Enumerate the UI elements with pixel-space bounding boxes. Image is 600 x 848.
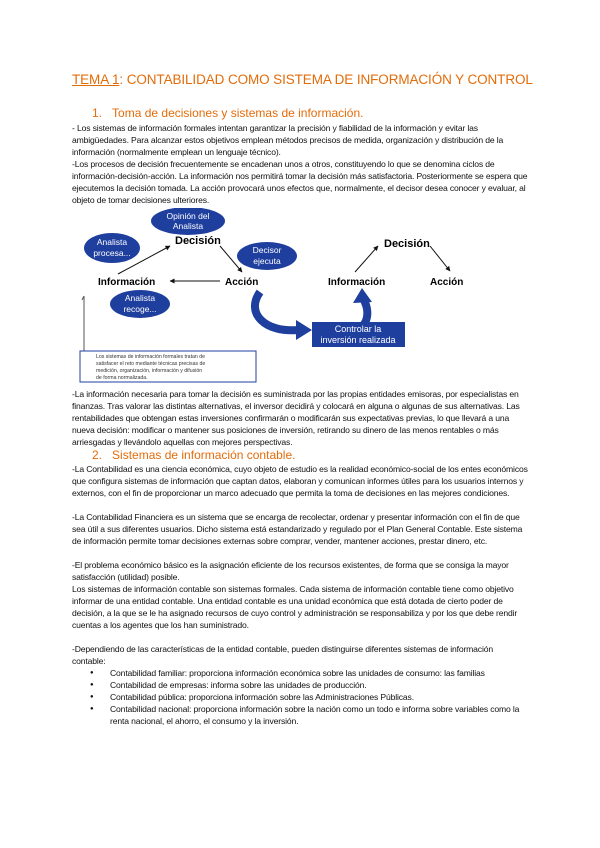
bubble-opinion-text-1: Opinión del: [166, 211, 210, 221]
section-number: 2.: [92, 448, 103, 462]
control-box-text-2: inversión realizada: [320, 335, 396, 345]
section-2-heading: [92, 448, 295, 462]
note-text-1: Los sistemas de información formales tratan de: [96, 354, 205, 360]
bubble-decisor-text-2: ejecuta: [253, 256, 281, 266]
note-text-3: medición, organización, información y difusión: [96, 368, 203, 374]
list-item: ● Contabilidad nacional: proporciona información sobre la nación como un todo e informa sobre variables como la renta nacional, el ahorro, el consumo y la inversión.: [90, 703, 530, 727]
paragraph: -El problema económico básico es la asignación eficiente de los recursos existentes, de forma que se consiga la mayor satisfacción (utilidad) posible.: [72, 560, 509, 583]
section-1-heading: [92, 106, 363, 120]
title-rest: : CONTABILIDAD COMO SISTEMA DE INFORMACIÓN Y CONTROL: [119, 72, 533, 87]
list-item: ● Contabilidad familiar: proporciona información económica sobre las unidades de consumo: las familias: [90, 667, 530, 679]
paragraph: - Los sistemas de información formales intentan garantizar la precisión y fiabilidad de la información y evitar las ambigüedades. Para alcanzar estos objetivos emplean métodos precisos de medida, organización y distribución de la información (normalmente emplean un lenguaje técnico).: [72, 123, 504, 158]
paragraph: -La Contabilidad es una ciencia económica, cuyo objeto de estudio es la realidad económico-social de los entes económicos que configura sistemas de información que captan datos, elaboran y comunican informes útiles para los usuarios internos y externos, con el fin de proporcionar un marco adecuado que permita la toma de decisiones en las mejores condiciones.: [72, 464, 528, 499]
bubble-recoge-text-1: Analista: [124, 293, 156, 303]
paragraph: -La información necesaria para tomar la decisión es suministrada por las propias entidades emisoras, por especialistas en finanzas. Tras valorar las distintas alternativas, el inversor decidirá y colocará en alguna o algunas de sus alternativas. Las rentabilidades que obtengan estas inversiones confirmarán o modificarán sus expectativas previas, lo que llevará a una nueva decisión: modificar o mantener sus posiciones de inversión, retirando su dinero de las menos rentables o más arriesgadas y llevándolo aquellas con mejores perspectivas.: [72, 389, 520, 448]
note-text-4: de forma normalizada.: [96, 375, 148, 381]
action-label-left: Acción: [225, 277, 259, 288]
paragraph: -Dependiendo de las características de la entidad contable, pueden distinguirse diferentes sistemas de información contable:: [72, 644, 493, 667]
paragraph: -La Contabilidad Financiera es un sistema que se encarga de recolectar, ordenar y presentar información con el fin de que sea útil a sus diferentes usuarios. Dicho sistema está estandarizado y regulado por el Plan General Contable. Este sistema de información permite tomar decisiones externas sobre comprar, vender, mantener acciones, prestar dinero, etc.: [72, 512, 523, 547]
title-prefix: TEMA 1: [72, 72, 120, 87]
accounting-systems-list: [90, 667, 530, 727]
section-heading-text: Sistemas de información contable.: [112, 448, 296, 462]
arrow-right-decision-to-action: [430, 246, 450, 271]
action-label-right: Acción: [430, 277, 464, 288]
bubble-decisor-text-1: Decisor: [252, 245, 282, 255]
bubble-recoge-text-2: recoge...: [123, 304, 157, 314]
curved-arrow-action-to-control: [255, 292, 298, 330]
paragraph: -Los procesos de decisión frecuentemente se encadenan unos a otros, constituyendo lo que se denomina ciclos de información-decisión-acción. La información nos permitirá tomar la decisión más satisfactoria. Posteriormente se espera que ejecutemos la decisión tomada. La acción provocará unos efectos que, normalmente, el decisor desea conocer y evaluar, al objeto de tomar decisiones ulteriores.: [72, 159, 528, 206]
list-item: ● Contabilidad pública: proporciona información sobre las Administraciones Públicas.: [90, 691, 530, 703]
control-box-text-1: Controlar la: [334, 324, 382, 334]
information-label-right: Información: [328, 277, 386, 288]
information-decision-action-diagram: [70, 208, 540, 386]
bubble-opinion-text-2: Analista: [172, 221, 204, 231]
bubble-procesa-text-1: Analista: [96, 237, 128, 247]
arrow-right-info-to-decision: [355, 246, 378, 272]
section-heading-text: Toma de decisiones y sistemas de información.: [112, 106, 364, 120]
section-number: 1.: [92, 106, 103, 120]
decision-label-left: Decisión: [175, 235, 221, 247]
information-label-left: Información: [98, 277, 156, 288]
page-title: [72, 72, 533, 87]
decision-label-right: Decisión: [384, 238, 430, 250]
paragraph: Los sistemas de información contable son sistemas formales. Cada sistema de información contable tiene como objetivo informar de una entidad contable. Una entidad contable es una unidad económica que está dotada de cierto poder de decisión, a la que se le ha asignado recursos de cuyo control y administración se responsabiliza y por los que debe rendir cuentas a los agentes que los han suministrado.: [72, 584, 518, 631]
note-text-2: satisfacer el reto mediante técnicas precisas de: [96, 361, 206, 367]
bubble-procesa-text-2: procesa...: [93, 248, 131, 258]
list-item: ● Contabilidad de empresas: informa sobre las unidades de producción.: [90, 679, 530, 691]
